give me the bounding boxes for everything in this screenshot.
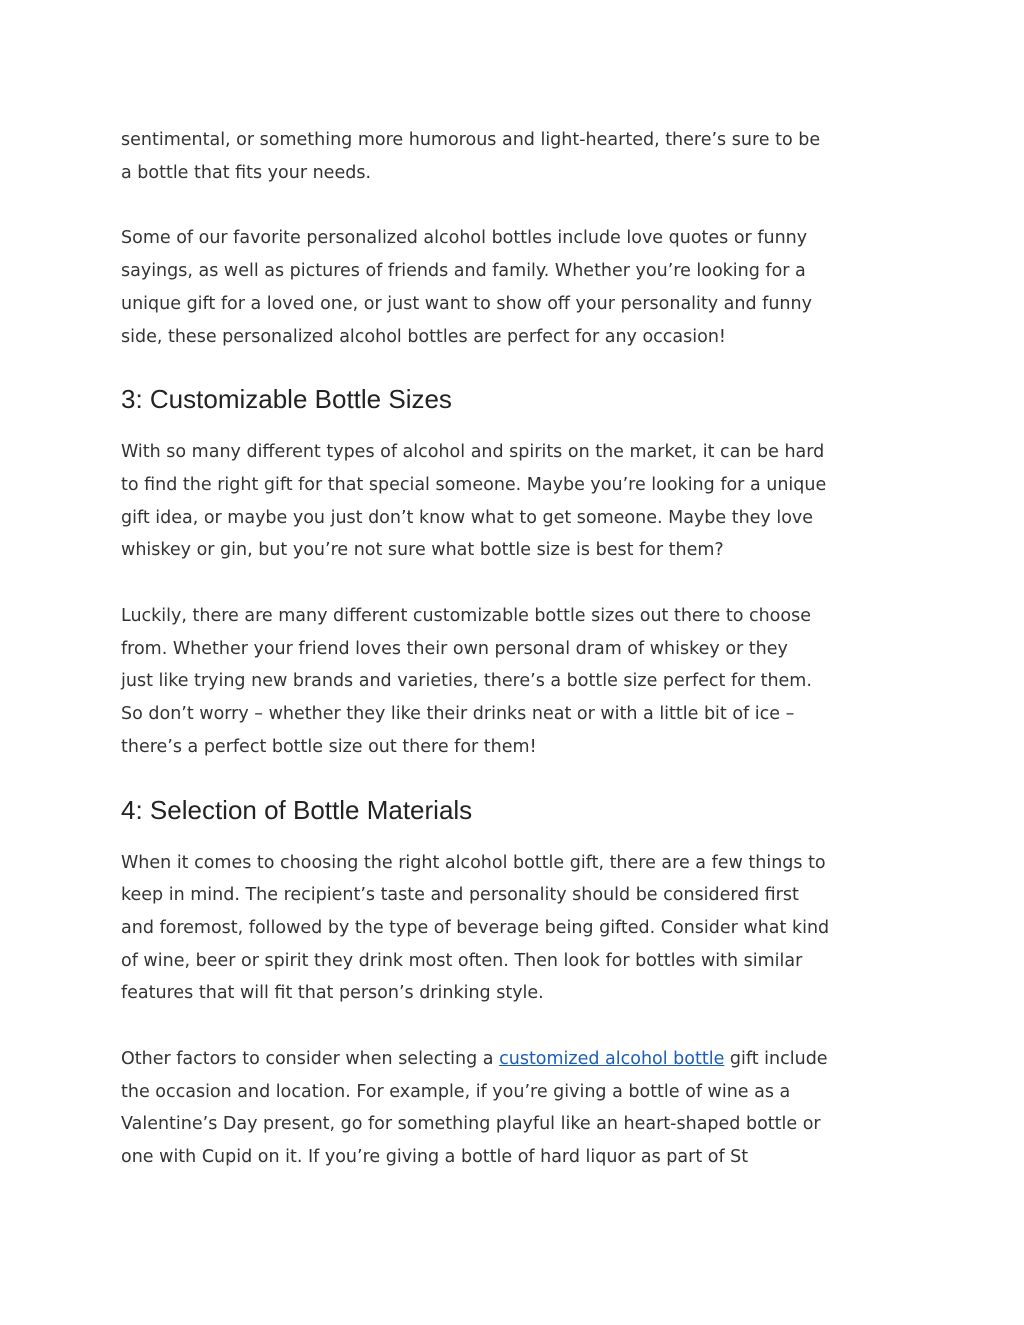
paragraph-other-factors-rest: gift include the occasion and location. For example, if you’re giving a bottle of wine as a Valentine’s Day present, go for something playful like an heart-shaped bottle or one with Cupid on it. If you’re giving a bottle of hard liquor as part of St [121,1049,828,1168]
document-page [121,124,911,1174]
customized-alcohol-bottle-link[interactable]: customized alcohol bottle [499,1049,725,1070]
paragraph-bottle-sizes-intro: With so many different types of alcohol and spirits on the market, it can be hard to find the right gift for that special someone. Maybe you’re looking for a unique gift idea, or maybe you just don’t know what to get someone. Maybe they love whiskey or gin, but you’re not sure what bottle size is best for them? [121,442,827,561]
paragraph-other-factors-lead: Other factors to consider when selecting a [121,1049,500,1070]
paragraph-other-factors [121,1043,911,1174]
paragraph-gap [121,1010,911,1043]
paragraph-favorite-bottles: Some of our favorite personalized alcohol bottles include love quotes or funny sayings, as well as pictures of friends and family. Whether you’re looking for a unique gift for a loved one, or just want to show off your personality and funny side, these personalized alcohol bottles are perfect for any occasion! [121,228,812,347]
heading-customizable-bottle-sizes: 3: Customizable Bottle Sizes [121,384,452,415]
paragraph-gap [121,189,911,222]
paragraph-bottle-materials-intro: When it comes to choosing the right alcohol bottle gift, there are a few things to keep in mind. The recipient’s taste and personality should be considered first and foremost, followed by the type of beverage being gifted. Consider what kind of wine, beer or spirit they drink most often. Then look for bottles with similar features that will fit that person’s drinking style. [121,852,830,1004]
paragraph-gap [121,567,911,600]
paragraph-intro-continuation: sentimental, or something more humorous and light-hearted, there’s sure to be a bottle that fits your needs. [121,130,821,183]
paragraph-bottle-sizes-options: Luckily, there are many different customizable bottle sizes out there to choose from. Whether your friend loves their own personal dram of whiskey or they just like trying new brands and varieties, there’s a bottle size perfect for them. So don’t worry – whether they like their drinks neat or with a little bit of ice – there’s a perfect bottle size out there for them! [121,606,812,757]
heading-selection-of-bottle-materials: 4: Selection of Bottle Materials [121,794,473,825]
